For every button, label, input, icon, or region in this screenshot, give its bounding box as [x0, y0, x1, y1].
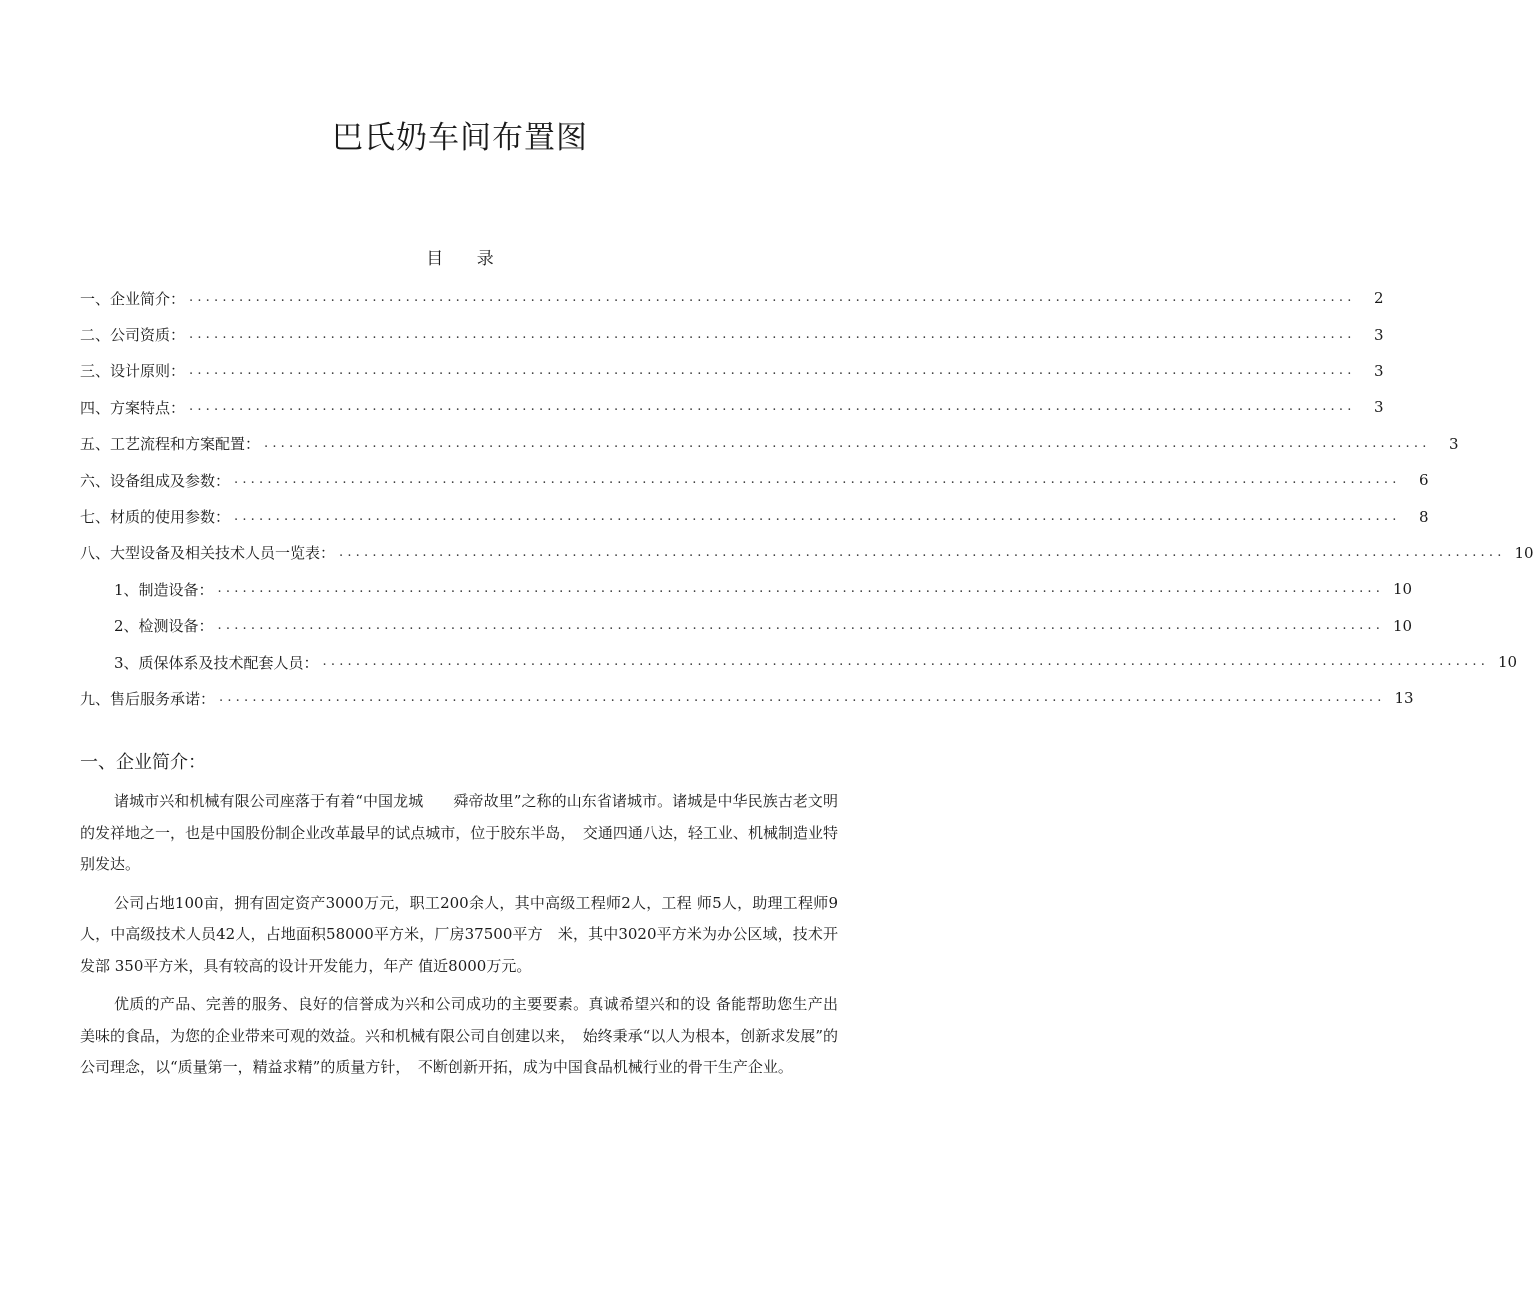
paragraph: 诸城市兴和机械有限公司座落于有着“中国龙城 舜帝故里”之称的山东省诸城市。诸城是中华民族古老文明的发祥地之一，也是中国股份制企业改革最早的试点城市，位于胶东半岛， 交通四通八达，轻工业、机械制造业特别发达。 [80, 792, 838, 873]
toc-entry-page: 3 [1374, 325, 1384, 344]
toc-entry-label: 六、设备组成及参数： [80, 471, 231, 490]
toc-leader-dots: ............................................................................................................................................ [217, 617, 1385, 633]
toc-entry-page: 13 [1394, 689, 1414, 708]
toc-entry[interactable] [80, 680, 1414, 716]
toc-entry-label: 九、售后服务承诺： [80, 689, 216, 708]
toc-entry-page: 10 [1497, 653, 1518, 672]
toc-leader-dots: ............................................................................................................................................ [234, 472, 1401, 488]
toc-entry-page: 6 [1419, 471, 1429, 490]
toc-leader-dots: ............................................................................................................................................ [189, 326, 1356, 342]
toc-entry-label: 八、大型设备及相关技术人员一览表： [80, 544, 336, 563]
toc-entry-label: 2、检测设备： [114, 617, 214, 636]
toc-entry-label: 七、材质的使用参数： [80, 508, 231, 527]
toc-entry-page: 10 [1514, 543, 1534, 562]
toc-leader-dots: ............................................................................................................................................ [189, 290, 1356, 306]
toc-entry-page: 10 [1392, 580, 1413, 599]
toc-leader-dots: ............................................................................................................................................ [264, 435, 1431, 451]
toc-subentry[interactable] [80, 571, 1413, 607]
paragraph: 公司占地100亩，拥有固定资产3000万元，职工200余人，其中高级工程师2人，工程 师5人，助理工程师9人，中高级技术人员42人，占地面积58000平方米，厂房37500平方 米，其中3020平方米为办公区域，技术开发部 350平方米，具有较高的设计开发能力，年产 值近8000万元。 [80, 893, 838, 975]
toc-entry[interactable] [80, 426, 1459, 462]
toc-subentry[interactable] [80, 644, 1518, 680]
toc-entry-page: 8 [1419, 507, 1429, 526]
toc-entry-label: 二、公司资质： [80, 326, 186, 345]
toc-entry[interactable] [80, 316, 1384, 352]
toc-leader-dots: ............................................................................................................................................ [322, 654, 1490, 670]
toc-leader-dots: ............................................................................................................................................ [217, 581, 1385, 597]
toc-entry[interactable] [80, 498, 1429, 534]
toc-entry-page: 10 [1392, 616, 1413, 635]
toc-entry[interactable] [80, 535, 1534, 571]
section-body [80, 786, 838, 1091]
toc-entry[interactable] [80, 353, 1384, 389]
toc-entry[interactable] [80, 280, 1384, 316]
toc-entry-page: 3 [1374, 361, 1384, 380]
paragraph: 优质的产品、完善的服务、良好的信誉成为兴和公司成功的主要要素。真诚希望兴和的设 备能帮助您生产出美味的食品，为您的企业带来可观的效益。兴和机械有限公司自创建以来， 始终秉承“以人为根本，创新求发展”的公司理念，以“质量第一，精益求精”的质量方针， 不断创新开拓，成为中国食品机械行业的骨干生产企业。 [80, 995, 838, 1076]
toc-subentry[interactable] [80, 608, 1413, 644]
table-of-contents [80, 280, 1534, 717]
toc-entry-label: 五、工艺流程和方案配置： [80, 435, 261, 454]
toc-entry[interactable] [80, 462, 1429, 498]
document-title: 巴氏奶车间布置图 [332, 120, 588, 156]
toc-entry-label: 1、制造设备： [114, 580, 214, 599]
toc-entry-label: 一、企业简介： [80, 289, 186, 308]
toc-entry-label: 三、设计原则： [80, 362, 186, 381]
toc-entry-label: 四、方案特点： [80, 398, 186, 417]
toc-entry-label: 3、质保体系及技术配套人员： [114, 653, 319, 672]
toc-entry-page: 3 [1449, 434, 1459, 453]
toc-entry-page: 3 [1374, 398, 1384, 417]
toc-heading: 目 录 [426, 249, 508, 269]
toc-leader-dots: ............................................................................................................................................ [189, 362, 1356, 378]
toc-leader-dots: ............................................................................................................................................ [219, 690, 1386, 706]
toc-entry-page: 2 [1374, 289, 1384, 308]
toc-leader-dots: ............................................................................................................................................ [189, 399, 1356, 415]
toc-leader-dots: ............................................................................................................................................ [234, 508, 1401, 524]
toc-entry[interactable] [80, 389, 1384, 425]
toc-leader-dots: ............................................................................................................................................ [339, 544, 1506, 560]
section-heading: 一、企业简介： [80, 752, 206, 773]
